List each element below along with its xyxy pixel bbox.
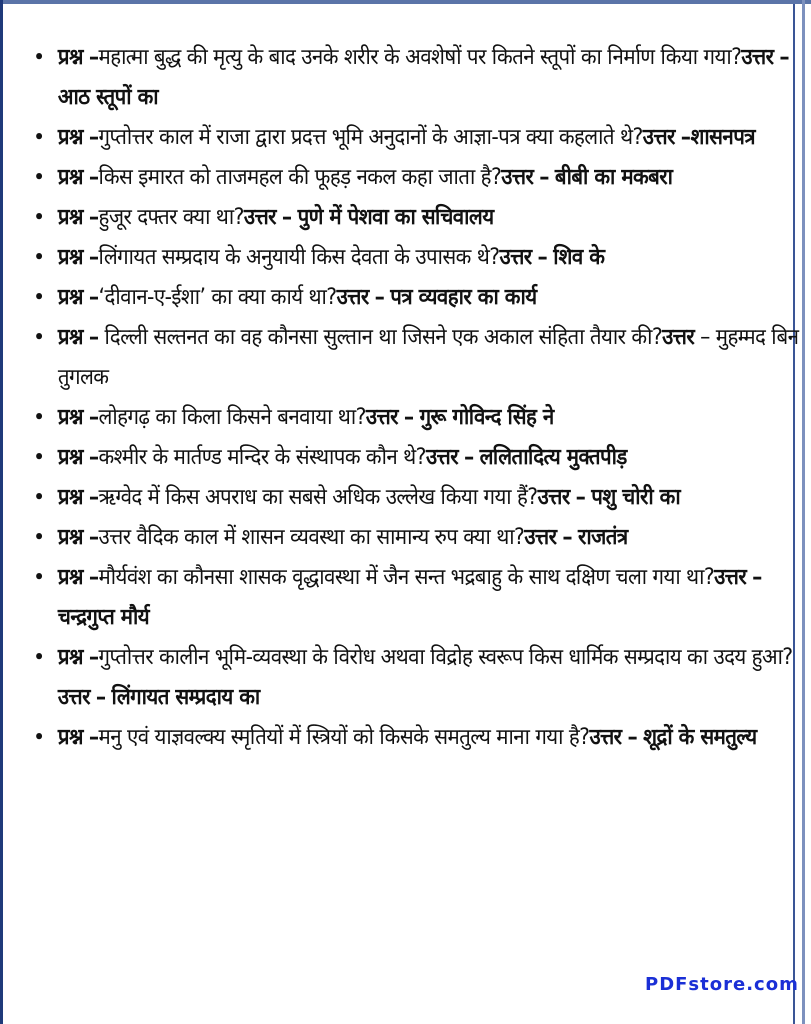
question-label: प्रश्न — [57, 525, 83, 550]
qa-item-13 — [30, 638, 802, 718]
bullet-icon: • — [33, 487, 44, 508]
question-text: लिंगायत सम्प्रदाय के अनुयायी किस देवता के उपासक थे? — [98, 245, 500, 270]
answer-text: चन्द्रगुप्त मौर्य — [57, 605, 150, 630]
dash: – — [539, 165, 549, 190]
question-text: ‘दीवान-ए-ईशा’ का क्या कार्य था? — [98, 285, 337, 310]
dash: – — [88, 405, 99, 430]
question-label: प्रश्न — [57, 445, 83, 470]
answer-text: शूद्रों के समतुल्य — [643, 725, 757, 750]
bullet-icon: • — [33, 127, 44, 148]
answer-label: उत्तर — [741, 45, 774, 70]
dash: – — [627, 725, 638, 750]
answer-label: उत्तर — [336, 285, 369, 310]
question-text: मनु एवं याज्ञवल्क्य स्मृतियों में स्त्रियों को किसके समतुल्य माना गया है? — [98, 725, 590, 750]
answer-text: राजतंत्र — [578, 525, 628, 550]
answer-label: उत्तर — [425, 445, 459, 470]
answer-label: उत्तर — [537, 485, 570, 510]
question-label: प्रश्न — [57, 485, 83, 510]
answer-label: उत्तर — [243, 205, 276, 230]
watermark-link[interactable] — [645, 974, 799, 997]
qa-item-7 — [30, 318, 802, 398]
question-label: प्रश्न — [57, 645, 83, 670]
dash: – — [95, 685, 106, 710]
qa-item-1 — [30, 38, 802, 118]
answer-text: आठ स्तूपों का — [57, 85, 159, 110]
bullet-icon: • — [33, 327, 44, 348]
qa-item-5 — [30, 238, 802, 278]
answer-text: शिव के — [553, 245, 605, 270]
bullet-icon: • — [33, 567, 44, 588]
qa-item-6 — [30, 278, 802, 318]
question-text: लोहगढ़ का किला किसने बनवाया था? — [98, 405, 366, 430]
bullet-icon: • — [33, 647, 44, 668]
answer-label: उत्तर — [57, 685, 90, 710]
question-text: हुजूर दफ्तर क्या था? — [98, 205, 244, 230]
bullet-icon: • — [33, 207, 44, 228]
question-label: प्रश्न — [57, 325, 83, 350]
bullet-icon: • — [33, 47, 44, 68]
dash: – — [88, 325, 99, 350]
question-text: मौर्यवंश का कौनसा शासक वृद्धावस्था में जैन सन्त भद्रबाहु के साथ दक्षिण चला गया था? — [98, 565, 715, 590]
dash: – — [88, 125, 99, 150]
question-text: दिल्ली सल्तनत का वह कौनसा सुल्तान था जिसने एक अकाल संहिता तैयार की? — [104, 325, 663, 350]
dash: – — [88, 525, 99, 550]
answer-label: उत्तर — [662, 325, 695, 350]
dash: – — [88, 645, 99, 670]
bullet-icon: • — [33, 407, 44, 428]
question-label: प्रश्न — [57, 285, 83, 310]
qa-item-4 — [30, 198, 802, 238]
dash: – — [88, 485, 99, 510]
dash: – — [88, 445, 99, 470]
qa-list — [30, 38, 799, 758]
watermark-text: PDFstore.com — [645, 974, 799, 995]
qa-item-9 — [30, 438, 802, 478]
page-frame-right-outer — [802, 0, 805, 1024]
answer-text: शासनपत्र — [690, 125, 756, 150]
bullet-icon: • — [33, 167, 44, 188]
qa-item-12 — [30, 558, 802, 638]
question-label: प्रश्न — [57, 725, 83, 750]
answer-label: उत्तर — [501, 165, 534, 190]
question-text: उत्तर वैदिक काल में शासन व्यवस्था का सामान्य रुप क्या था? — [98, 525, 525, 550]
bullet-icon: • — [33, 447, 44, 468]
answer-label: उत्तर — [642, 125, 675, 150]
dash: – — [88, 45, 99, 70]
question-label: प्रश्न — [57, 245, 83, 270]
dash: – — [88, 285, 99, 310]
answer-label: उत्तर — [714, 565, 747, 590]
dash: – — [88, 725, 99, 750]
dash: – — [281, 205, 292, 230]
dash: – — [752, 565, 762, 590]
question-label: प्रश्न — [57, 45, 83, 70]
question-label: प्रश्न — [57, 205, 83, 230]
question-text: किस इमारत को ताजमहल की फूहड़ नकल कहा जाता है? — [98, 165, 502, 190]
answer-text: ललितादित्य मुक्तपीड़ — [479, 445, 627, 470]
qa-item-11 — [30, 518, 802, 558]
dash: – — [403, 405, 414, 430]
dash: – — [463, 445, 474, 470]
dash: – — [562, 525, 573, 550]
bullet-icon: • — [33, 527, 44, 548]
dash: – — [374, 285, 385, 310]
question-text: कश्मीर के मार्तण्ड मन्दिर के संस्थापक कौन थे? — [98, 445, 426, 470]
question-label: प्रश्न — [57, 165, 83, 190]
question-label: प्रश्न — [57, 565, 83, 590]
answer-text: मुहम्मद बिन तुगलक — [57, 325, 799, 390]
qa-item-3 — [30, 158, 802, 198]
dash: – — [575, 485, 586, 510]
answer-label: उत्तर — [499, 245, 532, 270]
answer-text: पत्र व्यवहार का कार्य — [390, 285, 537, 310]
qa-item-2 — [30, 118, 802, 158]
answer-text: पुणे में पेशवा का सचिवालय — [297, 205, 494, 230]
bullet-icon: • — [33, 727, 44, 748]
answer-text: बीबी का मकबरा — [554, 165, 673, 190]
dash: – — [700, 325, 710, 350]
qa-item-14 — [30, 718, 802, 758]
dash: – — [537, 245, 548, 270]
dash: – — [779, 45, 790, 70]
dash: – — [88, 205, 99, 230]
answer-text: लिंगायत सम्प्रदाय का — [111, 685, 260, 710]
question-text: ऋग्वेद में किस अपराध का सबसे अधिक उल्लेख किया गया हैं? — [98, 485, 538, 510]
question-label: प्रश्न — [57, 125, 83, 150]
dash: – — [88, 165, 99, 190]
bullet-icon: • — [33, 247, 44, 268]
answer-label: उत्तर — [524, 525, 557, 550]
answer-text: गुरू गोविन्द सिंह ने — [419, 405, 554, 430]
answer-label: उत्तर — [365, 405, 398, 430]
answer-label: उत्तर — [589, 725, 622, 750]
qa-item-8 — [30, 398, 802, 438]
question-text: गुप्तोत्तर काल में राजा द्वारा प्रदत्त भूमि अनुदानों के आज्ञा-पत्र क्या कहलाते थे? — [98, 125, 643, 150]
qa-item-10 — [30, 478, 802, 518]
bullet-icon: • — [33, 287, 44, 308]
question-text: गुप्तोत्तर कालीन भूमि-व्यवस्था के विरोध अथवा विद्रोह स्वरूप किस धार्मिक सम्प्रदाय का उदय हुआ? — [98, 645, 793, 670]
question-label: प्रश्न — [57, 405, 83, 430]
answer-text: पशु चोरी का — [591, 485, 681, 510]
dash: – — [680, 125, 691, 150]
question-text: महात्मा बुद्ध की मृत्यु के बाद उनके शरीर के अवशेषों पर कितने स्तूपों का निर्माण किया गया? — [98, 45, 742, 70]
dash: – — [88, 245, 99, 270]
dash: – — [88, 565, 99, 590]
